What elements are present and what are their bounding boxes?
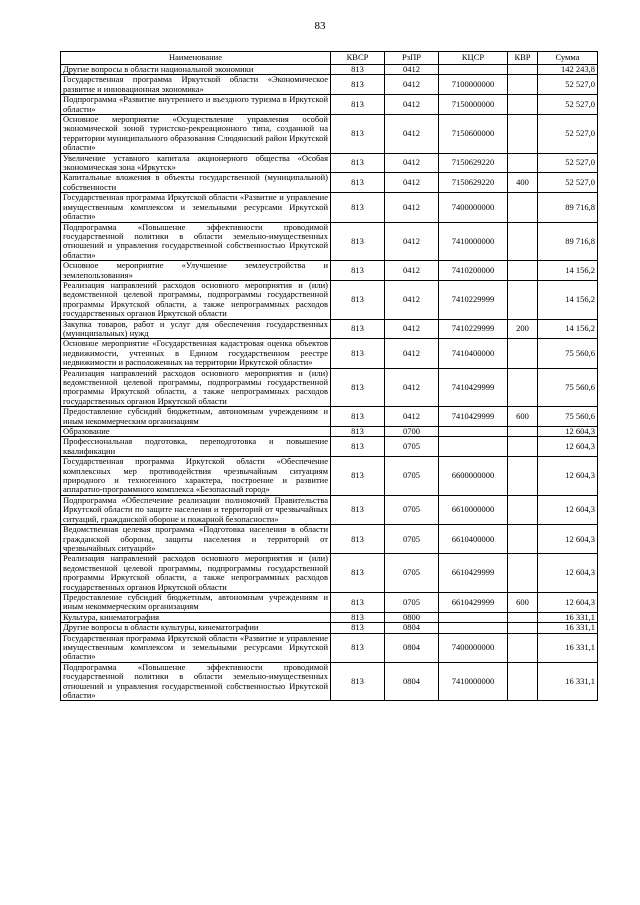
- header-rzpr: РзПР: [385, 52, 439, 65]
- row-rzpr: 0804: [385, 633, 439, 662]
- row-kcsr: 7410229999: [439, 280, 508, 319]
- row-kcsr: 7410429999: [439, 407, 508, 427]
- row-kvr: [508, 261, 538, 281]
- row-kvr: [508, 612, 538, 622]
- row-name: Профессиональная подготовка, переподготовка и повышение квалификации: [61, 437, 331, 457]
- table-row: [61, 612, 598, 622]
- row-name: Государственная программа Иркутской области «Развитие и управление имущественным комплексом и земельными ресурсами Иркутской области»: [61, 633, 331, 662]
- row-sum: 12 604,3: [538, 437, 598, 457]
- row-name: Основное мероприятие «Государственная кадастровая оценка объектов недвижимости, учтенных в Едином государственном реестре недвижимости и расположенных на территории Иркутской области»: [61, 339, 331, 368]
- row-kvr: [508, 427, 538, 437]
- row-rzpr: 0700: [385, 427, 439, 437]
- table-row: [61, 633, 598, 662]
- row-kvsr: 813: [331, 368, 385, 407]
- row-name: Основное мероприятие «Осуществление управления особой экономической зоной туристско-рекреационного типа, созданной на территории муниципального образования Слюдянский район Иркутской области»: [61, 115, 331, 154]
- row-sum: 12 604,3: [538, 525, 598, 554]
- row-kvr: [508, 65, 538, 75]
- row-kvr: [508, 457, 538, 496]
- row-rzpr: 0412: [385, 75, 439, 95]
- row-kcsr: 6610429999: [439, 592, 508, 612]
- row-kvsr: 813: [331, 554, 385, 593]
- row-sum: 89 716,8: [538, 193, 598, 222]
- row-kvr: 200: [508, 319, 538, 339]
- row-kvsr: 813: [331, 623, 385, 633]
- row-name: Государственная программа Иркутской области «Экономическое развитие и инновационная экономика»: [61, 75, 331, 95]
- row-kcsr: 7150629220: [439, 173, 508, 193]
- table-row: [61, 525, 598, 554]
- table-row: [61, 339, 598, 368]
- table-row: [61, 261, 598, 281]
- row-kvsr: 813: [331, 633, 385, 662]
- row-sum: 52 527,0: [538, 173, 598, 193]
- row-rzpr: 0412: [385, 319, 439, 339]
- row-sum: 12 604,3: [538, 554, 598, 593]
- row-kcsr: 7410000000: [439, 222, 508, 261]
- row-kvsr: 813: [331, 75, 385, 95]
- row-name: Увеличение уставного капитала акционерного общества «Особая экономическая зона «Иркутск»: [61, 153, 331, 173]
- row-name: Ведомственная целевая программа «Подготовка населения в области гражданской обороны, защиты населения и территорий от чрезвычайных ситуаций»: [61, 525, 331, 554]
- row-sum: 52 527,0: [538, 115, 598, 154]
- row-name: Подпрограмма «Обеспечение реализации полномочий Правительства Иркутской области по защите населения и территорий от чрезвычайных ситуаций, гражданской обороне и пожарной безопасности»: [61, 495, 331, 524]
- row-kcsr: 7400000000: [439, 193, 508, 222]
- table-row: [61, 623, 598, 633]
- row-kvr: [508, 115, 538, 154]
- row-kvsr: 813: [331, 525, 385, 554]
- table-row: [61, 554, 598, 593]
- row-kcsr: [439, 65, 508, 75]
- row-kvr: 600: [508, 592, 538, 612]
- row-sum: 12 604,3: [538, 427, 598, 437]
- row-kcsr: [439, 437, 508, 457]
- row-kvr: [508, 368, 538, 407]
- table-row: [61, 407, 598, 427]
- row-sum: 14 156,2: [538, 319, 598, 339]
- row-kvsr: 813: [331, 173, 385, 193]
- row-kvr: [508, 554, 538, 593]
- table-row: [61, 427, 598, 437]
- row-kcsr: 7410400000: [439, 339, 508, 368]
- row-kvsr: 813: [331, 222, 385, 261]
- table-row: [61, 75, 598, 95]
- row-name: Образование: [61, 427, 331, 437]
- table-row: [61, 222, 598, 261]
- table-row: [61, 65, 598, 75]
- row-rzpr: 0412: [385, 173, 439, 193]
- row-kcsr: [439, 623, 508, 633]
- row-kvr: [508, 525, 538, 554]
- row-kcsr: [439, 612, 508, 622]
- table-row: [61, 592, 598, 612]
- row-kvsr: 813: [331, 612, 385, 622]
- row-kvsr: 813: [331, 153, 385, 173]
- row-kvr: [508, 495, 538, 524]
- row-kvr: [508, 95, 538, 115]
- row-kcsr: 6600000000: [439, 457, 508, 496]
- row-kvsr: 813: [331, 339, 385, 368]
- row-rzpr: 0705: [385, 457, 439, 496]
- row-rzpr: 0412: [385, 193, 439, 222]
- row-kvr: [508, 153, 538, 173]
- header-row: [61, 52, 598, 65]
- row-sum: 89 716,8: [538, 222, 598, 261]
- row-rzpr: 0412: [385, 115, 439, 154]
- row-rzpr: 0412: [385, 339, 439, 368]
- row-sum: 16 331,1: [538, 612, 598, 622]
- row-kvr: [508, 193, 538, 222]
- row-name: Реализация направлений расходов основного мероприятия и (или) ведомственной целевой программы, подпрограммы государственной программы Иркутской области, а также непрограммных расходов государственных органов Иркутской области: [61, 554, 331, 593]
- table-row: [61, 457, 598, 496]
- row-kcsr: [439, 427, 508, 437]
- row-name: Реализация направлений расходов основного мероприятия и (или) ведомственной целевой программы, подпрограммы государственной программы Иркутской области, а также непрограммных расходов государственных органов Иркутской области: [61, 368, 331, 407]
- row-sum: 12 604,3: [538, 592, 598, 612]
- row-kcsr: 7150629220: [439, 153, 508, 173]
- row-sum: 75 560,6: [538, 368, 598, 407]
- row-name: Подпрограмма «Повышение эффективности проводимой государственной политики в области земельно-имущественных отношений и управления государственной собственностью Иркутской области»: [61, 662, 331, 701]
- row-kvsr: 813: [331, 261, 385, 281]
- header-kvr: КВР: [508, 52, 538, 65]
- row-kcsr: 7410429999: [439, 368, 508, 407]
- row-kvsr: 813: [331, 662, 385, 701]
- header-sum: Сумма: [538, 52, 598, 65]
- row-kcsr: 7150600000: [439, 115, 508, 154]
- row-sum: 16 331,1: [538, 623, 598, 633]
- row-kvr: [508, 662, 538, 701]
- header-kvsr: КВСР: [331, 52, 385, 65]
- row-kvr: [508, 437, 538, 457]
- table-row: [61, 662, 598, 701]
- row-name: Закупка товаров, работ и услуг для обеспечения государственных (муниципальных) нужд: [61, 319, 331, 339]
- row-rzpr: 0705: [385, 437, 439, 457]
- row-kcsr: 7400000000: [439, 633, 508, 662]
- row-sum: 75 560,6: [538, 407, 598, 427]
- row-rzpr: 0705: [385, 554, 439, 593]
- table-row: [61, 173, 598, 193]
- row-rzpr: 0800: [385, 612, 439, 622]
- row-rzpr: 0804: [385, 662, 439, 701]
- budget-table: [60, 51, 598, 701]
- table-row: [61, 319, 598, 339]
- row-rzpr: 0412: [385, 65, 439, 75]
- row-rzpr: 0412: [385, 407, 439, 427]
- row-name: Реализация направлений расходов основного мероприятия и (или) ведомственной целевой программы, подпрограммы государственной программы Иркутской области, а также непрограммных расходов государственных органов Иркутской области: [61, 280, 331, 319]
- row-kvsr: 813: [331, 407, 385, 427]
- row-sum: 142 243,8: [538, 65, 598, 75]
- table-row: [61, 437, 598, 457]
- row-rzpr: 0705: [385, 525, 439, 554]
- row-name: Подпрограмма «Развитие внутреннего и въездного туризма в Иркутской области»: [61, 95, 331, 115]
- table-row: [61, 115, 598, 154]
- row-kvsr: 813: [331, 592, 385, 612]
- table-row: [61, 95, 598, 115]
- row-rzpr: 0705: [385, 495, 439, 524]
- row-sum: 16 331,1: [538, 662, 598, 701]
- row-kcsr: 6610000000: [439, 495, 508, 524]
- row-kvsr: 813: [331, 193, 385, 222]
- row-sum: 12 604,3: [538, 495, 598, 524]
- row-kcsr: 7150000000: [439, 95, 508, 115]
- row-name: Культура, кинематография: [61, 612, 331, 622]
- row-name: Другие вопросы в области культуры, кинематографии: [61, 623, 331, 633]
- row-name: Государственная программа Иркутской области «Развитие и управление имущественным комплексом и земельными ресурсами Иркутской области»: [61, 193, 331, 222]
- row-rzpr: 0412: [385, 153, 439, 173]
- row-kvsr: 813: [331, 457, 385, 496]
- row-sum: 14 156,2: [538, 280, 598, 319]
- row-sum: 14 156,2: [538, 261, 598, 281]
- header-kcsr: КЦСР: [439, 52, 508, 65]
- row-name: Подпрограмма «Повышение эффективности проводимой государственной политики в области земельно-имущественных отношений и управления государственной собственностью Иркутской области»: [61, 222, 331, 261]
- row-kvsr: 813: [331, 437, 385, 457]
- row-kvsr: 813: [331, 427, 385, 437]
- row-name: Предоставление субсидий бюджетным, автономным учреждениям и иным некоммерческим организациям: [61, 592, 331, 612]
- row-sum: 52 527,0: [538, 75, 598, 95]
- row-rzpr: 0412: [385, 222, 439, 261]
- row-kvr: [508, 623, 538, 633]
- row-sum: 16 331,1: [538, 633, 598, 662]
- table-row: [61, 368, 598, 407]
- row-name: Другие вопросы в области национальной экономики: [61, 65, 331, 75]
- row-kvr: 600: [508, 407, 538, 427]
- row-kcsr: 6610400000: [439, 525, 508, 554]
- row-rzpr: 0412: [385, 280, 439, 319]
- table-row: [61, 193, 598, 222]
- row-kvr: [508, 222, 538, 261]
- row-kcsr: 7410229999: [439, 319, 508, 339]
- row-rzpr: 0705: [385, 592, 439, 612]
- row-sum: 52 527,0: [538, 153, 598, 173]
- row-kvsr: 813: [331, 115, 385, 154]
- row-kvsr: 813: [331, 65, 385, 75]
- row-rzpr: 0804: [385, 623, 439, 633]
- row-name: Государственная программа Иркутской области «Обеспечение комплексных мер противодействия чрезвычайным ситуациям природного и техногенного характера, построение и развитие аппаратно-программного комплекса «Безопасный город»: [61, 457, 331, 496]
- row-name: Предоставление субсидий бюджетным, автономным учреждениям и иным некоммерческим организациям: [61, 407, 331, 427]
- row-kcsr: 7410200000: [439, 261, 508, 281]
- row-rzpr: 0412: [385, 261, 439, 281]
- row-sum: 12 604,3: [538, 457, 598, 496]
- row-name: Капитальные вложения в объекты государственной (муниципальной) собственности: [61, 173, 331, 193]
- row-sum: 52 527,0: [538, 95, 598, 115]
- row-rzpr: 0412: [385, 368, 439, 407]
- row-kvsr: 813: [331, 95, 385, 115]
- table-row: [61, 153, 598, 173]
- row-kcsr: 7410000000: [439, 662, 508, 701]
- row-rzpr: 0412: [385, 95, 439, 115]
- row-kvr: [508, 75, 538, 95]
- row-kvr: [508, 280, 538, 319]
- table-row: [61, 280, 598, 319]
- row-kvsr: 813: [331, 495, 385, 524]
- page-number: 83: [314, 20, 326, 32]
- row-kvsr: 813: [331, 319, 385, 339]
- table-row: [61, 495, 598, 524]
- row-kcsr: 6610429999: [439, 554, 508, 593]
- row-kvr: [508, 633, 538, 662]
- row-kcsr: 7100000000: [439, 75, 508, 95]
- header-name: Наименование: [61, 52, 331, 65]
- row-name: Основное мероприятие «Улучшение землеустройства и землепользования»: [61, 261, 331, 281]
- row-kvr: [508, 339, 538, 368]
- row-kvsr: 813: [331, 280, 385, 319]
- row-sum: 75 560,6: [538, 339, 598, 368]
- row-kvr: 400: [508, 173, 538, 193]
